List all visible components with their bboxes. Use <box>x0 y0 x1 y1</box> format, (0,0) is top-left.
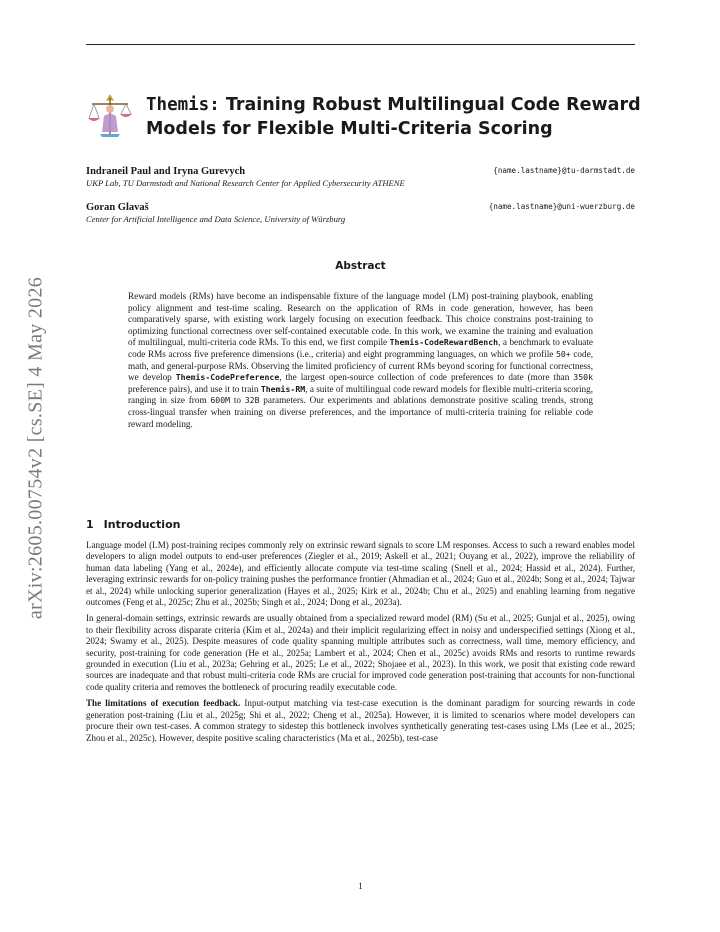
model-name: Themis-RM <box>260 383 306 394</box>
abstract-segment: , the largest open-source collection of code preferences to date (more than <box>279 372 574 383</box>
author-email[interactable]: {name.lastname}@tu-darmstadt.de <box>493 166 635 175</box>
author-block-1 <box>86 165 635 189</box>
section-number: 1 <box>86 518 94 531</box>
abstract-segment: , a suite of multilingual code reward models for flexible multi-criteria scoring, ranging in size from <box>128 383 594 406</box>
body-text <box>86 540 635 749</box>
page-number: 1 <box>358 881 363 891</box>
abstract-heading: Abstract <box>335 260 386 272</box>
rm-count: 50+ <box>555 348 571 359</box>
abstract-segment: to <box>230 395 245 406</box>
abstract-segment: code, math, and general-purpose RMs. Observing the limited proficiency of current RMs beyond scoring for functional correctness, we develop <box>128 348 593 383</box>
section-title: Introduction <box>103 518 181 531</box>
abstract-segment: preference pairs), and use it to train <box>128 383 261 394</box>
author-email[interactable]: {name.lastname}@uni-wuerzburg.de <box>488 202 635 211</box>
arxiv-sidebar <box>16 263 56 633</box>
paper-title <box>146 93 646 141</box>
dataset-name: Themis-CodePreference <box>175 372 280 383</box>
min-size: 600M <box>210 395 231 406</box>
author-affiliation: Center for Artificial Intelligence and Data Science, University of Würzburg <box>86 214 346 224</box>
author-affiliation: UKP Lab, TU Darmstadt and National Research Center for Applied Cybersecurity ATHENE <box>86 178 405 188</box>
abstract-segment: parameters. Our experiments and ablations demonstrate positive scaling trends, strong cross-lingual transfer when training on diverse preferences, and the importance of multi-criteria training for reliable code reward modeling. <box>128 395 593 429</box>
benchmark-name: Themis-CodeRewardBench <box>389 337 499 348</box>
arxiv-identifier: arXiv:2605.00754v2 [cs.SE] 4 May 2026 <box>24 276 47 620</box>
section-heading <box>86 518 180 531</box>
header-rule <box>86 44 635 45</box>
title-model-name: Themis: <box>146 95 220 115</box>
author-names: Indraneil Paul and Iryna Gurevych <box>86 166 246 177</box>
pair-count: 350k <box>573 372 594 383</box>
paragraph-lead: The limitations of execution feedback. <box>86 698 241 709</box>
themis-scales-logo-icon <box>86 92 134 138</box>
paragraph <box>86 698 635 744</box>
abstract-segment: , a benchmark to evaluate code RMs across five preference dimensions (i.e., criteria) and eight programming languages, on which we profile <box>128 337 593 359</box>
title-text: Training Robust Multilingual Code Reward Models for Flexible Multi-Criteria Scoring <box>146 95 641 139</box>
author-block-2 <box>86 201 635 225</box>
author-names: Goran Glavaš <box>86 202 149 213</box>
paragraph: In general-domain settings, extrinsic rewards are usually obtained from a specialized reward model (RM) (Su et al., 2025; Gunjal et al., 2025), owing to their flexibility across disparate criteria (Kim et al., 2024a) and their implicit regularizing effect in noisy and underspecified settings (Xiong et al., 2024; Swamy et al., 2025). Despite measures of code quality spanning multiple attributes such as correctness, wall time, memory efficiency, and security, post-training for code generation (He et al., 2025a; Lambert et al., 2024; Chen et al., 2025c) avoids RMs and resorts to runtime rewards grounded in execution (Liu et al., 2023a; Gehring et al., 2025; Le et al., 2022; Shojaee et al., 2023). In this work, we posit that existing code reward sources are inadequate and that robust multi-criteria code RMs are crucial for improved code generation post-training that accounts for non-functional code quality criteria and removes the bottleneck of procuring readily executable code. <box>86 613 635 692</box>
paragraph: Language model (LM) post-training recipes commonly rely on extrinsic reward signals to score LM responses. Access to such a reward enables model developers to align model outputs to end-user preferences (Ziegler et al., 2019; Askell et al., 2021; Ouyang et al., 2022), improve the reliability of human data labeling (Yang et al., 2024e), and efficiently allocate compute via test-time scaling (Snell et al., 2024; Hassid et al., 2024). Further, leveraging extrinsic rewards for on-policy training pushes the performance frontier (Ahmadian et al., 2024; Guo et al., 2024b; Song et al., 2024; Tajwar et al., 2024) while unlocking superior generalization (Hayes et al., 2025; Kirk et al., 2024b; Chu et al., 2025) and enabling learning from negative outcomes (Feng et al., 2025c; Zhu et al., 2025b; Singh et al., 2024; Dong et al., 2023a). <box>86 540 635 608</box>
paragraph-text: Input-output matching via test-case execution is the dominant paradigm for sourcing rewards in code generation post-training (Liu et al., 2025g; Shi et al., 2022; Cheng et al., 2025a). However, it is limited to scenarios where model developers can procure their own test-cases. A common strategy to sidestep this bottleneck involves synthetically generating test-cases using LMs (Lee et al., 2025; Zhou et al., 2025c). However, despite positive scaling characteristics (Ma et al., 2025b), test-case <box>86 698 635 743</box>
abstract-text <box>128 291 593 430</box>
abstract-segment: Reward models (RMs) have become an indispensable fixture of the language model (LM) post-training playbook, enabling policy alignment and test-time scaling. Research on the application of RMs in code generation, however, has been comparatively sparse, with existing work largely focusing on execution feedback. This choice constrains post-training to optimizing functional correctness over self-contained executable code. In this work, we examine the training and evaluation of multilingual, multi-criteria code RMs. To this end, we first compile <box>128 291 593 348</box>
max-size: 32B <box>244 395 260 406</box>
